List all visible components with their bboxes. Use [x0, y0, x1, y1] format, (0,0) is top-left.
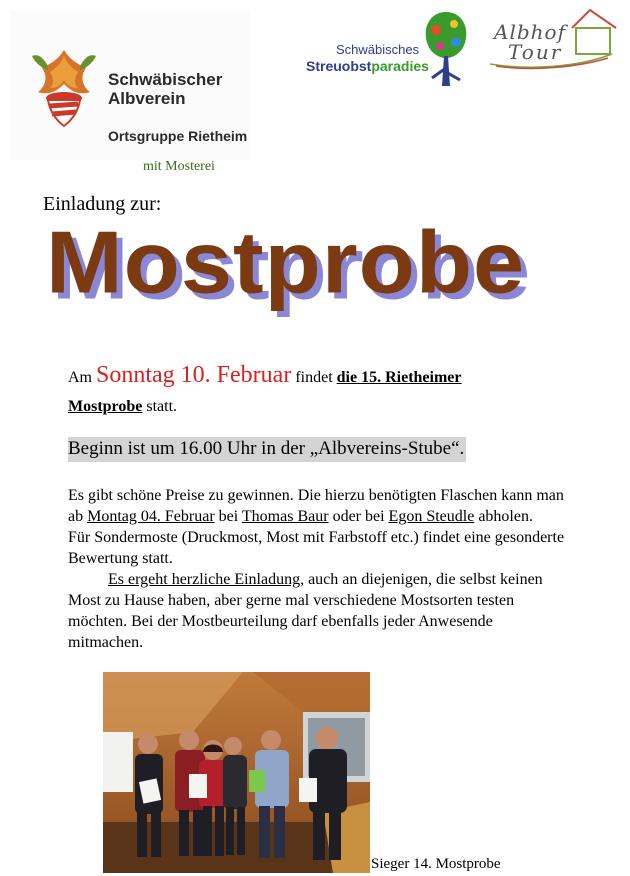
body-text-bei: bei	[218, 508, 239, 525]
streuobst-logo-line1: Schwäbisches	[336, 42, 420, 57]
page-title: Mostprobe	[46, 213, 526, 312]
announcement-line	[68, 362, 462, 388]
body-sentence-1: Es gibt schöne Preise zu gewinnen. Die hierzu benötigten Flaschen kann man ab	[68, 487, 564, 525]
announcement-suffix: statt.	[146, 398, 178, 415]
event-name-part2: Mostprobe	[68, 398, 143, 415]
albhof-logo-line1: Albhof	[494, 20, 566, 44]
streuobst-tree-icon	[420, 8, 472, 90]
event-name-part1: die 15. Rietheimer	[336, 369, 462, 386]
body-text-abholen: abholen.	[478, 508, 533, 525]
albverein-name-line2: Albverein	[108, 89, 186, 108]
mosterei-subtitle: mit Mosterei	[143, 159, 215, 174]
streuobst-logo-word-a: Streuobst	[306, 58, 372, 74]
contact-egon-steudle: Egon Steudle	[388, 508, 475, 525]
details-paragraph	[68, 485, 568, 653]
announcement-prefix: Am	[68, 369, 92, 386]
ortsgruppe-label: Ortsgruppe Rietheim	[108, 128, 248, 144]
event-date: Sonntag 10. Februar	[96, 362, 292, 388]
albverein-leaf-emblem-icon	[28, 46, 100, 128]
albhof-logo-line2: Tour	[508, 40, 563, 64]
winners-group-photo	[103, 672, 370, 873]
contact-thomas-baur: Thomas Baur	[241, 508, 329, 525]
albverein-name-line1: Schwäbischer	[108, 70, 223, 89]
streuobst-logo-word-b: paradies	[371, 58, 429, 74]
announcement-middle: findet	[295, 369, 333, 386]
body-sondermoste: Für Sondermoste (Druckmost, Most mit Farbstoff etc.) findet eine gesonderte Bewertung statt.	[68, 529, 565, 567]
start-time-highlight: Beginn ist um 16.00 Uhr in der „Albvereins-Stube“.	[68, 437, 466, 462]
announcement-line2	[68, 396, 177, 417]
body-text-oder: oder bei	[332, 508, 385, 525]
pickup-date: Montag 04. Februar	[87, 508, 215, 525]
body-invitation-rest: , auch an diejenigen, die selbst keinen Most zu Hause haben, aber gerne mal verschiedene Mostsorten testen möchten. Bei der Mostbeurteilung darf ebenfalls jeder Anwesende mitmachen.	[68, 571, 543, 651]
streuobst-logo-line2	[306, 58, 429, 74]
photo-caption: Sieger 14. Mostprobe	[371, 856, 501, 872]
invitation-phrase: Es ergeht herzliche Einladung	[108, 571, 301, 588]
invitation-intro: Einladung zur:	[43, 193, 162, 215]
